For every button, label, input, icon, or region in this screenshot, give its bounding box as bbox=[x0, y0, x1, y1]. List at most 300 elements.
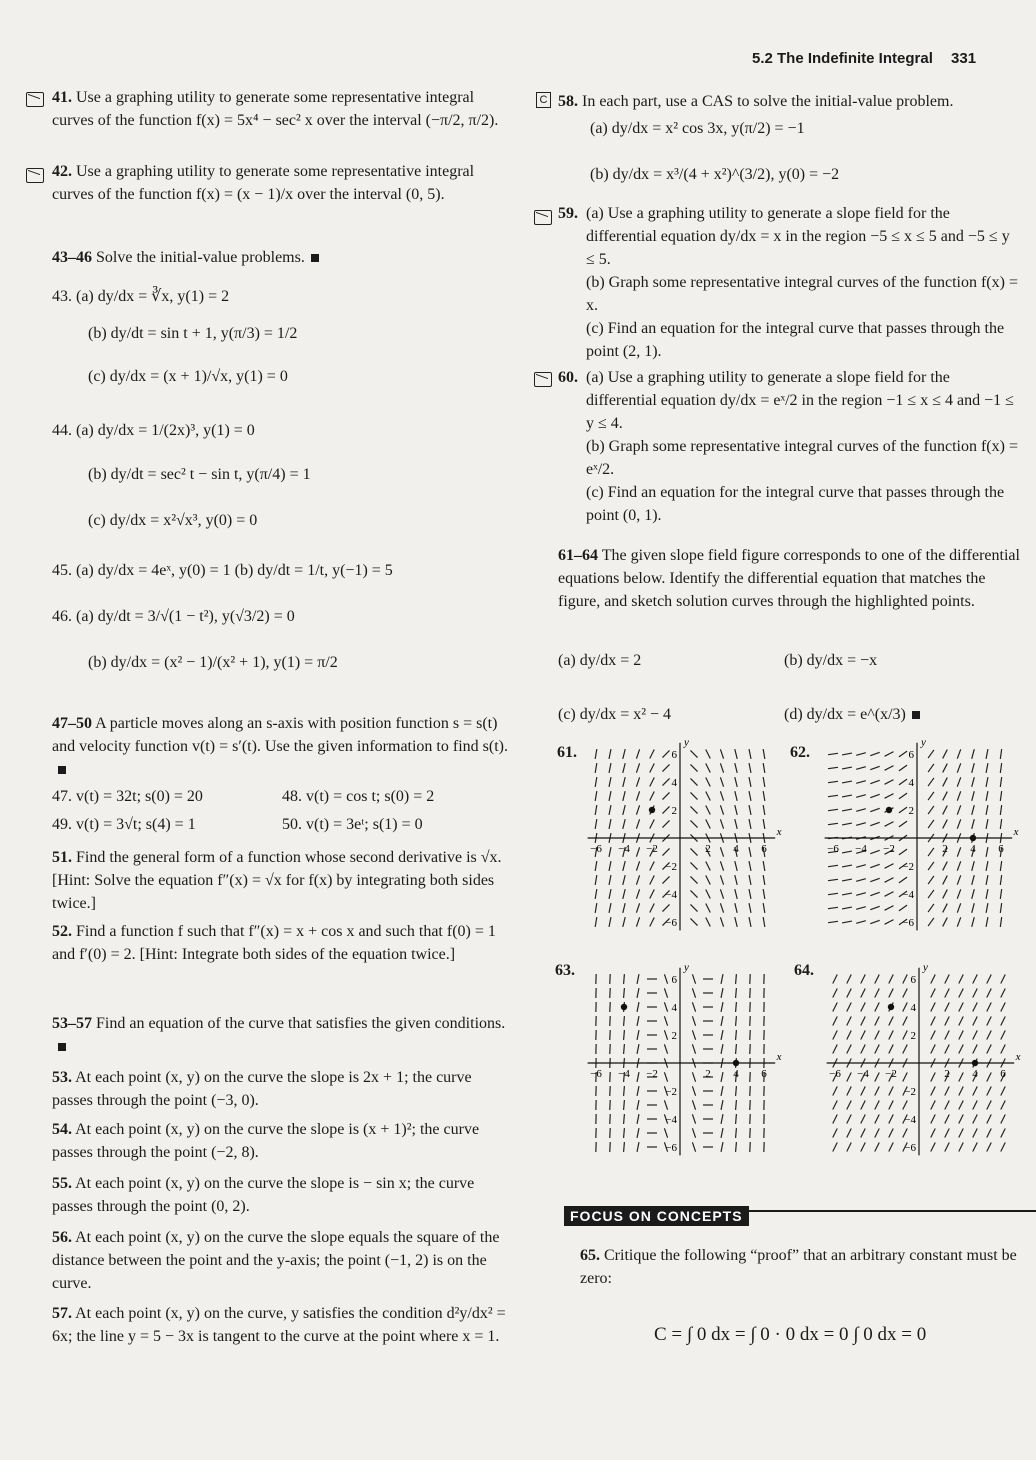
problem-60a: (a) Use a graphing utility to generate a slope field for the differential equation dy/dx = eˣ/2 in the region −1 ≤ x ≤ 4 and −1 ≤ y ≤ 4. bbox=[586, 369, 1014, 432]
slope-segment bbox=[623, 749, 625, 759]
y-tick-label: −2 bbox=[665, 1086, 677, 1098]
slope-segment bbox=[721, 1002, 723, 1012]
graphing-utility-icon bbox=[534, 372, 552, 387]
slope-segment bbox=[736, 1142, 737, 1152]
y-tick-label: 4 bbox=[910, 1002, 916, 1014]
slope-segment bbox=[749, 749, 751, 759]
slope-segment bbox=[889, 1045, 893, 1054]
slope-segment bbox=[749, 917, 751, 927]
slope-segment bbox=[720, 749, 723, 758]
slope-segment bbox=[609, 861, 611, 871]
slope-segment bbox=[735, 805, 737, 815]
slope-segment bbox=[870, 780, 879, 783]
slope-segment bbox=[692, 1030, 695, 1039]
slope-segment bbox=[692, 1100, 695, 1109]
slope-segment bbox=[624, 1100, 625, 1110]
slope-segment bbox=[763, 777, 765, 787]
problem-45: 45. (a) dy/dx = 4eˣ, y(0) = 1 (b) dy/dt = 1/t, y(−1) = 5 bbox=[52, 562, 393, 579]
slope-segment bbox=[986, 749, 988, 759]
slope-segment bbox=[720, 889, 723, 898]
slope-segment bbox=[1001, 1045, 1005, 1054]
slope-segment bbox=[870, 794, 879, 797]
slope-segment bbox=[972, 749, 975, 759]
slope-segment bbox=[870, 906, 879, 909]
slope-segment bbox=[885, 864, 894, 869]
slope-segment bbox=[885, 794, 894, 799]
slope-segment bbox=[931, 1129, 935, 1138]
y-tick-label: 6 bbox=[671, 974, 677, 986]
slope-segment bbox=[720, 847, 723, 856]
slope-segment bbox=[959, 989, 963, 998]
problem-51: 51. Find the general form of a function whose second derivative is √x. [Hint: Solve the equation f″(x) = √x for f(x) by integrating both sides twice.] bbox=[52, 849, 502, 912]
slope-segment bbox=[706, 918, 710, 927]
slope-segment bbox=[973, 975, 977, 984]
slope-segment bbox=[889, 1115, 893, 1124]
slope-segment bbox=[903, 1129, 907, 1138]
x-tick-label: −6 bbox=[590, 1068, 602, 1080]
slope-segment bbox=[736, 1114, 737, 1124]
x-tick-label: −4 bbox=[857, 1068, 869, 1080]
slope-segment bbox=[847, 1045, 851, 1054]
slope-segment bbox=[889, 1129, 893, 1138]
slope-segment bbox=[749, 861, 751, 871]
slope-segment bbox=[720, 861, 723, 870]
slope-segment bbox=[987, 989, 991, 998]
slope-segment bbox=[861, 1143, 865, 1152]
slope-segment bbox=[692, 1044, 695, 1053]
problem-42: 42. Use a graphing utility to generate some representative integral curves of the function f(x) = (x − 1)/x over the interval (0, 5). bbox=[52, 163, 475, 203]
slope-segment bbox=[637, 1128, 639, 1138]
slope-segment bbox=[945, 1101, 949, 1110]
slope-segment bbox=[928, 862, 934, 870]
slope-segment bbox=[972, 791, 975, 801]
slope-segment bbox=[637, 1002, 639, 1012]
slope-segment bbox=[636, 847, 639, 856]
slope-segment bbox=[749, 819, 751, 829]
slope-segment bbox=[928, 778, 934, 786]
slope-segment bbox=[624, 974, 625, 984]
slope-field-63 bbox=[586, 958, 786, 1168]
slope-segment bbox=[856, 809, 866, 812]
slope-segment bbox=[828, 795, 838, 796]
slope-segment bbox=[749, 791, 751, 801]
slope-segment bbox=[903, 1073, 907, 1082]
slope-segment bbox=[595, 875, 597, 885]
slope-segment bbox=[928, 876, 934, 884]
slope-segment bbox=[987, 1115, 991, 1124]
slope-segment bbox=[595, 763, 597, 773]
slope-segment bbox=[692, 1002, 695, 1011]
slope-segment bbox=[721, 1142, 723, 1152]
slope-segment bbox=[986, 903, 988, 913]
section-title: 5.2 The Indefinite Integral bbox=[752, 50, 933, 67]
slope-segment bbox=[986, 875, 988, 885]
slope-segment bbox=[828, 753, 838, 754]
x-tick-label: 2 bbox=[705, 843, 711, 855]
x-tick-label: 2 bbox=[942, 843, 948, 855]
slope-segment bbox=[870, 920, 879, 923]
slope-segment bbox=[636, 777, 639, 786]
slope-segment bbox=[1000, 749, 1001, 759]
slope-segment bbox=[875, 1017, 879, 1026]
slope-segment bbox=[636, 791, 639, 800]
slope-segment bbox=[861, 1003, 865, 1012]
slope-segment bbox=[875, 1143, 879, 1152]
slope-segment bbox=[624, 1142, 625, 1152]
slope-segment bbox=[763, 889, 765, 899]
x-tick-label: −2 bbox=[646, 1068, 658, 1080]
x-axis-label: x bbox=[776, 1051, 782, 1063]
slope-segment bbox=[623, 777, 625, 787]
slope-segment bbox=[736, 1044, 737, 1054]
slope-segment bbox=[623, 917, 625, 927]
slope-segment bbox=[885, 780, 894, 785]
problem-46b: (b) dy/dx = (x² − 1)/(x² + 1), y(1) = π/2 bbox=[88, 654, 338, 671]
problem-52: 52. Find a function f such that f″(x) = x + cos x and such that f(0) = 1 and f′(0) = 2. [Hint: Integrate both sides of the equation twice.] bbox=[52, 923, 496, 963]
slope-segment bbox=[870, 878, 879, 881]
slope-segment bbox=[828, 767, 838, 768]
slope-segment bbox=[692, 974, 695, 983]
slope-segment bbox=[637, 1114, 639, 1124]
slope-segment bbox=[736, 1030, 737, 1040]
slope-segment bbox=[957, 805, 960, 814]
slope-segment bbox=[945, 1129, 949, 1138]
y-tick-label: −6 bbox=[902, 917, 914, 929]
slope-segment bbox=[735, 763, 737, 773]
slope-segment bbox=[636, 875, 639, 884]
problem-65-equation: C = ∫ 0 dx = ∫ 0 · 0 dx = 0 ∫ 0 dx = 0 bbox=[654, 1324, 927, 1345]
y-tick-label: 6 bbox=[910, 974, 916, 986]
slope-segment bbox=[1001, 1143, 1005, 1152]
slope-segment bbox=[833, 1003, 837, 1012]
slope-segment bbox=[943, 792, 948, 801]
slope-segment bbox=[889, 989, 893, 998]
slope-segment bbox=[736, 1100, 737, 1110]
slope-segment bbox=[595, 903, 597, 913]
slope-segment bbox=[721, 1016, 723, 1026]
x-tick-label: −4 bbox=[855, 843, 867, 855]
slope-segment bbox=[842, 921, 852, 923]
slope-segment bbox=[624, 1128, 625, 1138]
slope-segment bbox=[735, 861, 737, 871]
slope-segment bbox=[595, 861, 597, 871]
slope-segment bbox=[706, 904, 710, 913]
slope-segment bbox=[736, 1128, 737, 1138]
y-tick-label: 6 bbox=[908, 749, 914, 761]
slope-segment bbox=[650, 820, 654, 829]
slope-segment bbox=[986, 791, 988, 801]
equation-b: (b) dy/dx = −x bbox=[784, 652, 878, 669]
slope-segment bbox=[609, 749, 611, 759]
slope-segment bbox=[986, 763, 988, 773]
slope-segment bbox=[959, 975, 963, 984]
slope-segment bbox=[609, 805, 611, 815]
slope-segment bbox=[763, 749, 765, 759]
slope-segment bbox=[833, 1017, 837, 1026]
slope-segment bbox=[875, 1101, 879, 1110]
slope-segment bbox=[957, 917, 960, 926]
slope-segment bbox=[637, 1072, 639, 1082]
slope-segment bbox=[931, 989, 935, 998]
slope-segment bbox=[957, 791, 960, 800]
slope-segment bbox=[749, 763, 751, 773]
slope-segment bbox=[735, 903, 737, 913]
section-53-57: 53–57 Find an equation of the curve that satisfies the given conditions. bbox=[52, 1012, 514, 1058]
slope-segment bbox=[637, 974, 639, 984]
problem-57: 57. At each point (x, y) on the curve, y satisfies the condition d²y/dx² = 6x; the line y = 5 − 3x is tangent to the curve at the point where x = 1. bbox=[52, 1305, 506, 1345]
slope-segment bbox=[842, 809, 852, 811]
slope-segment bbox=[833, 989, 837, 998]
slope-segment bbox=[847, 1017, 851, 1026]
y-tick-label: 2 bbox=[671, 1030, 677, 1042]
figure-63-label: 63. bbox=[555, 962, 575, 979]
problem-60b: (b) Graph some representative integral curves of the function f(x) = eˣ/2. bbox=[586, 438, 1018, 478]
slope-segment bbox=[899, 751, 907, 757]
slope-segment bbox=[636, 917, 639, 926]
slope-segment bbox=[650, 750, 654, 759]
slope-segment bbox=[1001, 1129, 1005, 1138]
slope-segment bbox=[957, 819, 960, 828]
slope-segment bbox=[899, 849, 907, 855]
figure-61-label: 61. bbox=[557, 744, 577, 761]
slope-segment bbox=[1001, 1031, 1005, 1040]
slope-segment bbox=[636, 819, 639, 828]
slope-segment bbox=[828, 823, 838, 824]
y-tick-label: 2 bbox=[671, 805, 677, 817]
slope-segment bbox=[957, 875, 960, 884]
slope-segment bbox=[959, 1017, 963, 1026]
slope-segment bbox=[943, 764, 948, 773]
slope-segment bbox=[595, 917, 597, 927]
slope-segment bbox=[763, 791, 765, 801]
slope-segment bbox=[721, 1086, 723, 1096]
y-axis-label: y bbox=[921, 738, 926, 749]
slope-segment bbox=[1000, 875, 1001, 885]
slope-segment bbox=[842, 753, 852, 755]
slope-segment bbox=[856, 879, 866, 882]
x-tick-label: −6 bbox=[590, 843, 602, 855]
slope-segment bbox=[662, 848, 669, 855]
slope-segment bbox=[861, 1101, 865, 1110]
slope-segment bbox=[931, 1143, 935, 1152]
slope-segment bbox=[721, 1100, 723, 1110]
slope-segment bbox=[945, 989, 949, 998]
slope-segment bbox=[959, 1045, 963, 1054]
slope-segment bbox=[623, 889, 625, 899]
slope-segment bbox=[609, 791, 611, 801]
slope-segment bbox=[736, 1086, 737, 1096]
slope-field-62 bbox=[818, 738, 1028, 938]
slope-segment bbox=[828, 865, 838, 866]
slope-segment bbox=[721, 1030, 723, 1040]
slope-segment bbox=[972, 917, 975, 927]
slope-segment bbox=[833, 1115, 837, 1124]
slope-segment bbox=[690, 806, 697, 813]
slope-segment bbox=[973, 989, 977, 998]
problem-44c: (c) dy/dx = x²√x³, y(0) = 0 bbox=[88, 512, 258, 529]
problem-44b: (b) dy/dt = sec² t − sin t, y(π/4) = 1 bbox=[88, 466, 311, 483]
slope-segment bbox=[875, 1129, 879, 1138]
x-tick-label: −6 bbox=[829, 1068, 841, 1080]
slope-segment bbox=[847, 1087, 851, 1096]
slope-segment bbox=[986, 819, 988, 829]
highlighted-point bbox=[621, 1004, 627, 1010]
slope-segment bbox=[889, 1143, 893, 1152]
slope-segment bbox=[931, 1087, 935, 1096]
slope-segment bbox=[609, 819, 611, 829]
slope-segment bbox=[636, 889, 639, 898]
slope-segment bbox=[1001, 1101, 1005, 1110]
slope-segment bbox=[972, 805, 975, 815]
slope-segment bbox=[763, 875, 765, 885]
y-tick-label: 6 bbox=[671, 749, 677, 761]
slope-segment bbox=[735, 749, 737, 759]
slope-segment bbox=[945, 1003, 949, 1012]
slope-segment bbox=[664, 1016, 667, 1025]
problem-44a: 44. (a) dy/dx = 1/(2x)³, y(1) = 0 bbox=[52, 422, 255, 439]
slope-segment bbox=[847, 1129, 851, 1138]
slope-segment bbox=[735, 819, 737, 829]
slope-segment bbox=[636, 861, 639, 870]
slope-segment bbox=[690, 792, 697, 799]
figure-64-label: 64. bbox=[794, 962, 814, 979]
slope-segment bbox=[692, 1114, 695, 1123]
slope-segment bbox=[706, 820, 710, 829]
x-tick-label: 6 bbox=[761, 1068, 767, 1080]
problem-59a: (a) Use a graphing utility to generate a slope field for the differential equation dy/dx = x in the region −5 ≤ x ≤ 5 and −5 ≤ y ≤ 5. bbox=[586, 205, 1010, 268]
slope-segment bbox=[636, 903, 639, 912]
slope-segment bbox=[650, 778, 654, 787]
slope-segment bbox=[720, 805, 723, 814]
slope-segment bbox=[928, 764, 934, 772]
slope-segment bbox=[664, 988, 667, 997]
y-tick-label: −2 bbox=[904, 1086, 916, 1098]
slope-segment bbox=[987, 1073, 991, 1082]
slope-segment bbox=[736, 1002, 737, 1012]
problem-60c: (c) Find an equation for the integral curve that passes through the point (0, 1). bbox=[586, 484, 1005, 524]
slope-segment bbox=[833, 1101, 837, 1110]
slope-segment bbox=[595, 819, 597, 829]
slope-segment bbox=[856, 921, 866, 924]
y-tick-label: −4 bbox=[904, 1114, 916, 1126]
slope-segment bbox=[720, 791, 723, 800]
slope-segment bbox=[763, 819, 765, 829]
slope-segment bbox=[664, 974, 667, 983]
slope-segment bbox=[957, 861, 960, 870]
slope-segment bbox=[856, 823, 866, 826]
problem-49: 49. v(t) = 3√t; s(4) = 1 bbox=[52, 816, 196, 833]
slope-segment bbox=[875, 1045, 879, 1054]
slope-segment bbox=[856, 767, 866, 770]
x-tick-label: −2 bbox=[883, 843, 895, 855]
x-tick-label: −2 bbox=[646, 843, 658, 855]
slope-segment bbox=[870, 850, 879, 853]
slope-segment bbox=[706, 862, 710, 871]
slope-segment bbox=[690, 848, 697, 855]
slope-segment bbox=[957, 889, 960, 898]
slope-segment bbox=[637, 1044, 639, 1054]
slope-segment bbox=[987, 1003, 991, 1012]
slope-segment bbox=[870, 892, 879, 895]
slope-segment bbox=[763, 805, 765, 815]
slope-segment bbox=[928, 848, 934, 856]
slope-segment bbox=[833, 1087, 837, 1096]
slope-segment bbox=[735, 917, 737, 927]
slope-segment bbox=[903, 1045, 907, 1054]
slope-segment bbox=[885, 752, 894, 757]
slope-segment bbox=[833, 1045, 837, 1054]
slope-segment bbox=[1000, 917, 1001, 927]
slope-segment bbox=[833, 1143, 837, 1152]
slope-segment bbox=[595, 777, 597, 787]
slope-segment bbox=[624, 1044, 625, 1054]
x-tick-label: 4 bbox=[972, 1068, 978, 1080]
slope-segment bbox=[662, 806, 669, 813]
y-axis-label: y bbox=[684, 961, 689, 974]
slope-segment bbox=[959, 1087, 963, 1096]
problem-59: 59. (a) Use a graphing utility to generate a slope field for the differential equation dy/dx = x in the region −5 ≤ x ≤ 5 and −5 ≤ y ≤ 5. (b) Graph some representative integral curves of the function f(x) = x. (c) Find an equation for the integral curve that passes through the point (2, 1). bbox=[558, 202, 1020, 363]
slope-segment bbox=[623, 875, 625, 885]
slope-segment bbox=[720, 875, 723, 884]
slope-segment bbox=[720, 819, 723, 828]
slope-segment bbox=[735, 791, 737, 801]
slope-segment bbox=[828, 781, 838, 782]
slope-segment bbox=[987, 1101, 991, 1110]
slope-segment bbox=[637, 1086, 639, 1096]
slope-segment bbox=[861, 1115, 865, 1124]
problem-41: 41. Use a graphing utility to generate some representative integral curves of the function f(x) = 5x⁴ − sec² x over the interval (−π/2, π/2). bbox=[52, 89, 499, 129]
slope-segment bbox=[847, 1143, 851, 1152]
slope-segment bbox=[889, 1101, 893, 1110]
slope-segment bbox=[847, 1115, 851, 1124]
slope-segment bbox=[637, 988, 639, 998]
x-tick-label: −2 bbox=[885, 1068, 897, 1080]
slope-segment bbox=[662, 778, 669, 785]
slope-segment bbox=[987, 1045, 991, 1054]
slope-segment bbox=[945, 1143, 949, 1152]
slope-segment bbox=[721, 974, 723, 984]
slope-segment bbox=[833, 1129, 837, 1138]
slope-segment bbox=[861, 1129, 865, 1138]
slope-segment bbox=[1000, 763, 1001, 773]
slope-segment bbox=[959, 1003, 963, 1012]
slope-segment bbox=[623, 819, 625, 829]
x-tick-label: −6 bbox=[827, 843, 839, 855]
y-tick-label: 2 bbox=[910, 1030, 916, 1042]
highlighted-point bbox=[970, 835, 976, 841]
highlighted-point bbox=[649, 807, 655, 813]
x-axis-label: x bbox=[1013, 826, 1019, 838]
slope-segment bbox=[828, 879, 838, 880]
slope-segment bbox=[636, 749, 639, 758]
slope-segment bbox=[973, 1003, 977, 1012]
slope-segment bbox=[931, 1073, 935, 1082]
slope-segment bbox=[720, 917, 723, 926]
slope-segment bbox=[899, 765, 907, 771]
slope-segment bbox=[690, 764, 697, 771]
slope-segment bbox=[943, 876, 948, 885]
slope-field-61 bbox=[586, 738, 786, 938]
slope-segment bbox=[972, 819, 975, 829]
slope-segment bbox=[928, 904, 934, 912]
slope-segment bbox=[637, 1030, 639, 1040]
problem-59c: (c) Find an equation for the integral curve that passes through the point (2, 1). bbox=[586, 320, 1005, 360]
slope-segment bbox=[986, 861, 988, 871]
slope-segment bbox=[624, 988, 625, 998]
slope-segment bbox=[856, 781, 866, 784]
slope-segment bbox=[636, 805, 639, 814]
slope-segment bbox=[870, 822, 879, 825]
